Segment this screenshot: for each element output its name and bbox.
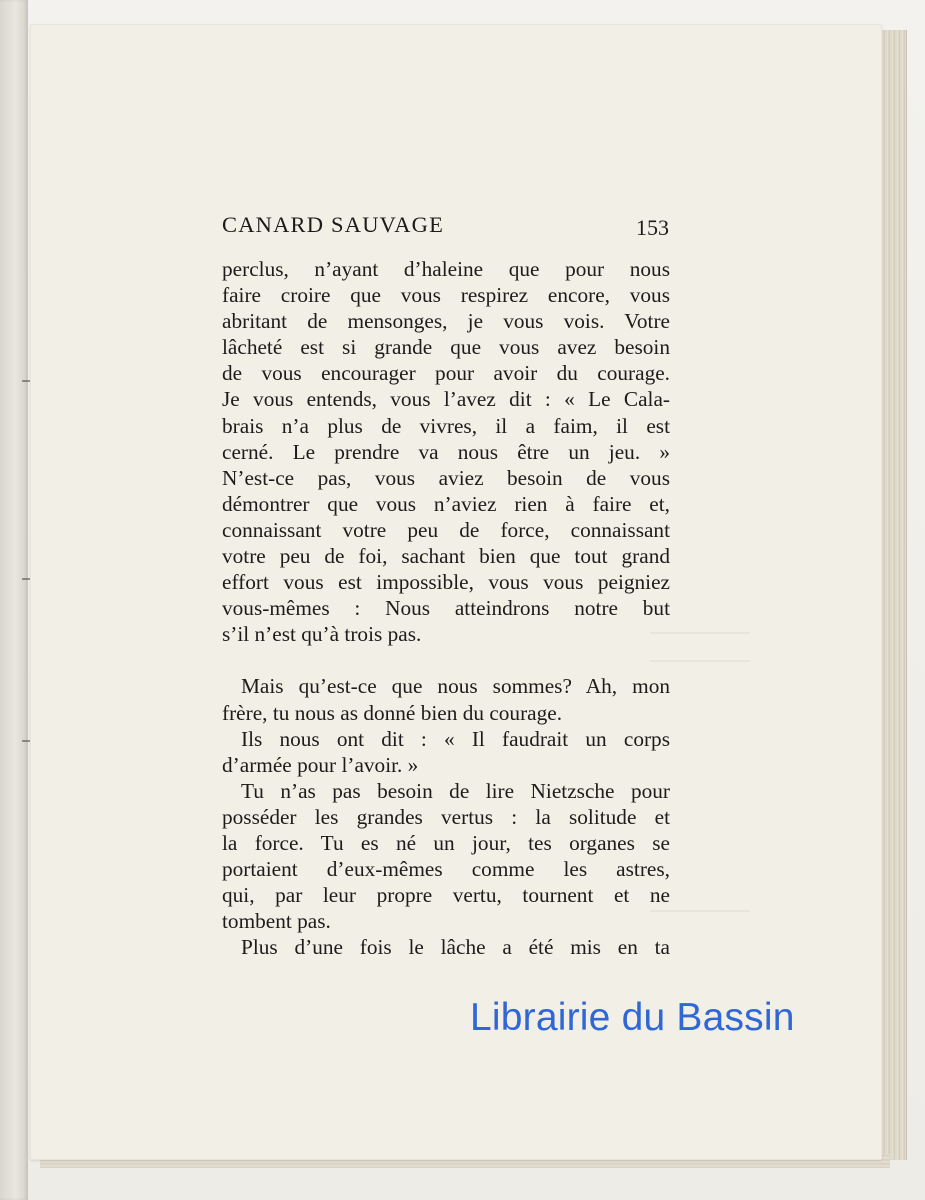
- text-line: frère, tu nous as donné bien du courage.: [222, 700, 563, 725]
- text-line: Ils nous ont dit : « Il faudrait un corps: [241, 726, 670, 751]
- text-line: abritant de mensonges, je vous vois. Votre: [222, 309, 670, 334]
- page-number: 153: [636, 215, 669, 240]
- text-line: cerné. Le prendre va nous être un jeu. »: [222, 439, 670, 464]
- text-line: d’armée pour l’avoir. »: [222, 752, 419, 777]
- text-line: Je vous entends, vous l’avez dit : « Le Cala-: [222, 387, 670, 412]
- text-line: qui, par leur propre vertu, tournent et ne: [222, 883, 670, 908]
- text-line: vous-mêmes : Nous atteindrons notre but: [222, 596, 670, 621]
- text-line: votre peu de foi, sachant bien que tout grand: [222, 544, 670, 569]
- text-line: brais n’a plus de vivres, il a faim, il est: [222, 413, 670, 438]
- running-title: CANARD SAUVAGE: [222, 212, 445, 237]
- text-line: Mais qu’est-ce que nous sommes? Ah, mon: [241, 674, 670, 699]
- text-line: perclus, n’ayant d’haleine que pour nous: [222, 257, 670, 281]
- body-text: [222, 256, 670, 960]
- text-line: lâcheté est si grande que vous avez besoin: [222, 335, 670, 360]
- watermark: Librairie du Bassin: [470, 996, 795, 1039]
- text-line: démontrer que vous n’aviez rien à faire et,: [222, 491, 670, 516]
- text-line: connaissant votre peu de force, connaissant: [222, 517, 670, 542]
- page-mark: [22, 578, 30, 580]
- text-line: effort vous est impossible, vous vous peigniez: [222, 570, 670, 595]
- facing-page-edge: [0, 0, 28, 1200]
- text-line: posséder les grandes vertus : la solitude et: [222, 804, 670, 829]
- text-line: faire croire que vous respirez encore, vous: [222, 283, 670, 308]
- text-line: tombent pas.: [222, 909, 331, 934]
- text-line: la force. Tu es né un jour, tes organes se: [222, 830, 670, 855]
- page-mark: [22, 380, 30, 382]
- text-line: Plus d’une fois le lâche a été mis en ta: [241, 935, 670, 960]
- text-line: Tu n’as pas besoin de lire Nietzsche pour: [241, 778, 670, 803]
- text-line: portaient d’eux-mêmes comme les astres,: [222, 857, 670, 882]
- text-line: de vous encourager pour avoir du courage.: [222, 361, 670, 386]
- page-mark: [22, 740, 30, 742]
- text-line: N’est-ce pas, vous aviez besoin de vous: [222, 465, 670, 490]
- text-line: s’il n’est qu’à trois pas.: [222, 622, 422, 647]
